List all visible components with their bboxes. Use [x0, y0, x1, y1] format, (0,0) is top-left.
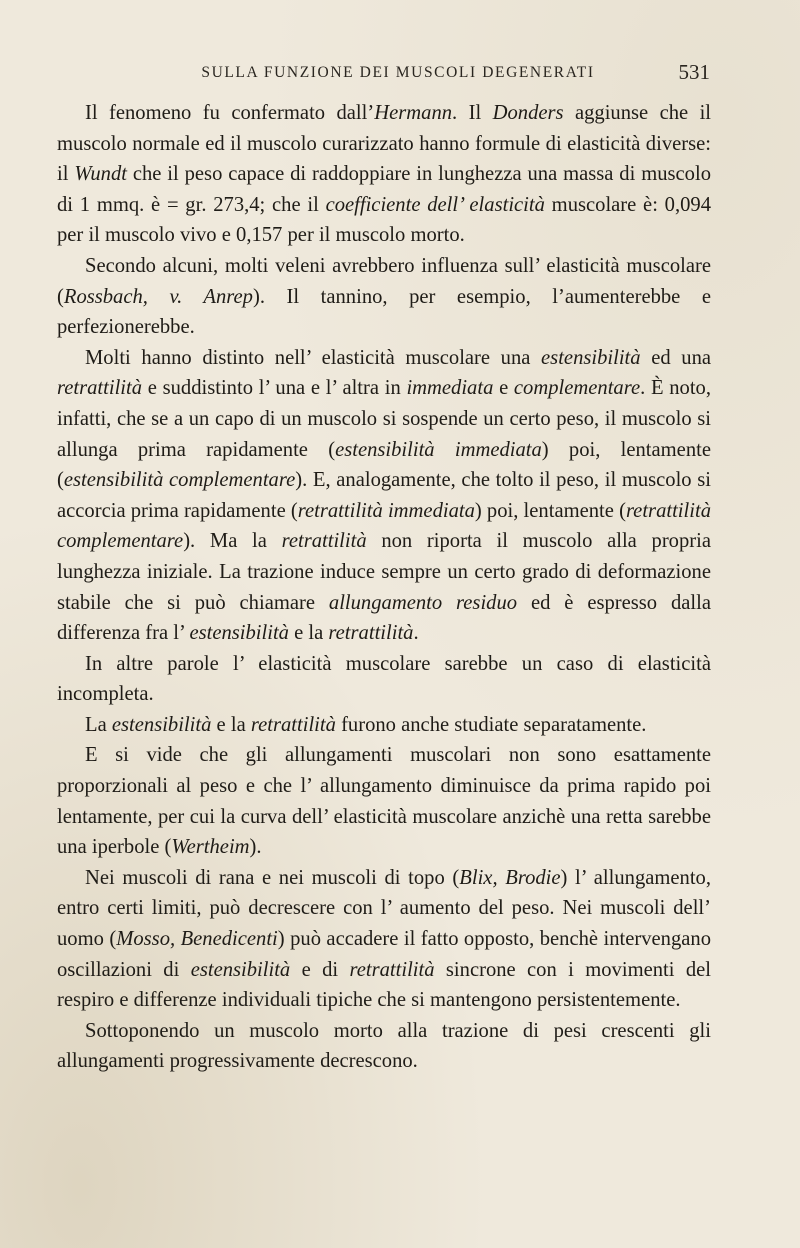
italic-run: retrattilità immediata: [297, 499, 475, 522]
paragraph: [57, 649, 711, 710]
italic-run: complementare: [513, 377, 641, 400]
text-run: sincrone con i movimenti del respiro e differenze individuali tipiche che si mantengono persistentemente.: [57, 958, 711, 1012]
text-run: furono anche studiate separatamente.: [335, 713, 647, 736]
text-run: e la: [288, 622, 329, 645]
italic-run: estensibilità: [111, 713, 212, 736]
text-run: Sottoponendo un muscolo morto alla trazione di pesi crescenti gli allungamenti progressivamente decrescono.: [57, 1019, 711, 1073]
italic-run: Mosso, Benedicenti: [116, 928, 278, 951]
italic-run: Wundt: [74, 163, 127, 186]
text-run: Il fenomeno fu confermato dall’: [85, 102, 375, 124]
italic-run: estensibilità: [190, 958, 291, 981]
text-run: ). E, analogamente, che tolto il peso, il muscolo si accorcia prima rapidamente (: [57, 469, 711, 522]
page-number: 531: [678, 60, 710, 84]
text-run: muscolare è: 0,094 per il muscolo vivo e 0,157 per il muscolo morto.: [57, 193, 711, 247]
italic-run: retrattilità: [281, 530, 367, 553]
italic-run: immediata: [406, 377, 494, 400]
running-title: SULLA FUNZIONE DEI MUSCOLI DEGENERATI: [201, 64, 595, 81]
text-run: .: [413, 622, 419, 645]
italic-run: retrattilità: [57, 377, 143, 400]
text-run: e la: [211, 713, 251, 736]
body-text: [57, 98, 711, 1077]
text-run: non riporta il muscolo alla propria lunghezza iniziale. La trazione induce sempre un certo grado di deformazione stabile che si può chiamare: [57, 530, 711, 614]
italic-run: allungamento residuo: [328, 591, 518, 614]
text-run: ) poi, lentamente (: [474, 499, 626, 522]
text-run: E si vide che gli allungamenti muscolari non sono esattamente proporzionali al peso e che l’ allungamento diminuisce da prima rapido poi lentamente, per cui la curva dell’ elasticità muscolare anzichè una retta sarebbe una iperbole (: [57, 744, 711, 859]
text-run: ed una: [640, 346, 712, 369]
page-header: [86, 60, 710, 90]
italic-run: retrattilità: [349, 958, 435, 981]
text-run: ).: [249, 836, 262, 859]
paragraph: [57, 1016, 711, 1077]
italic-run: Blix, Brodie: [459, 866, 561, 889]
italic-run: retrattilità complementare: [57, 499, 711, 553]
italic-run: Hermann: [374, 102, 453, 124]
text-run: ) può accadere il fatto opposto, benchè intervengano oscillazioni di: [57, 928, 712, 981]
text-run: aggiunse che il muscolo normale ed il muscolo curarizzato hanno formule di elasticità diverse: il: [57, 102, 712, 186]
text-run: e di: [290, 958, 350, 981]
italic-run: estensibilità complementare: [63, 469, 296, 492]
text-run: La: [85, 713, 112, 736]
italic-run: estensibilità: [189, 622, 289, 645]
text-run: e: [493, 377, 514, 400]
text-run: ed è espresso dalla differenza fra l’: [57, 591, 712, 645]
text-run: . Il: [452, 102, 493, 124]
paragraph: [57, 98, 711, 251]
text-run: ). Ma la: [183, 530, 282, 553]
text-run: ) poi, lentamente (: [57, 438, 711, 492]
italic-run: retrattilità: [250, 713, 336, 736]
text-run: Nei muscoli di rana e nei muscoli di topo (: [85, 866, 460, 889]
italic-run: Rossbach, v. Anrep: [63, 285, 253, 308]
italic-run: Donders: [492, 102, 564, 124]
italic-run: estensibilità immediata: [335, 438, 542, 461]
text-run: Secondo alcuni, molti veleni avrebbero influenza sull’ elasticità muscolare (: [57, 254, 711, 308]
paragraph: [57, 740, 711, 862]
paragraph: [57, 863, 711, 1016]
text-run: e suddistinto l’ una e l’ altra in: [142, 377, 407, 400]
text-run: Molti hanno distinto nell’ elasticità muscolare una: [85, 346, 542, 369]
text-run: ) l’ allungamento, entro certi limiti, può decrescere con l’ aumento del peso. Nei muscoli dell’ uomo (: [57, 866, 712, 951]
text-run: In altre parole l’ elasticità muscolare sarebbe un caso di elasticità incompleta.: [57, 652, 711, 706]
text-run: ). Il tannino, per esempio, l’aumenterebbe e perfezionerebbe.: [57, 285, 711, 339]
text-run: . È noto, infatti, che se a un capo di un muscolo si sospende un certo peso, il muscolo si allunga prima rapidamente (: [57, 377, 711, 461]
paragraph: [57, 251, 711, 343]
italic-run: coefficiente dell’ elasticità: [325, 193, 545, 216]
paragraph: [57, 343, 711, 649]
italic-run: Wertheim: [171, 836, 250, 859]
italic-run: estensibilità: [541, 346, 641, 369]
italic-run: retrattilità: [328, 622, 414, 645]
paragraph: [57, 710, 711, 741]
text-run: che il peso capace di raddoppiare in lunghezza una massa di muscolo di 1 mmq. è = gr. 273,4; che il: [57, 163, 711, 216]
